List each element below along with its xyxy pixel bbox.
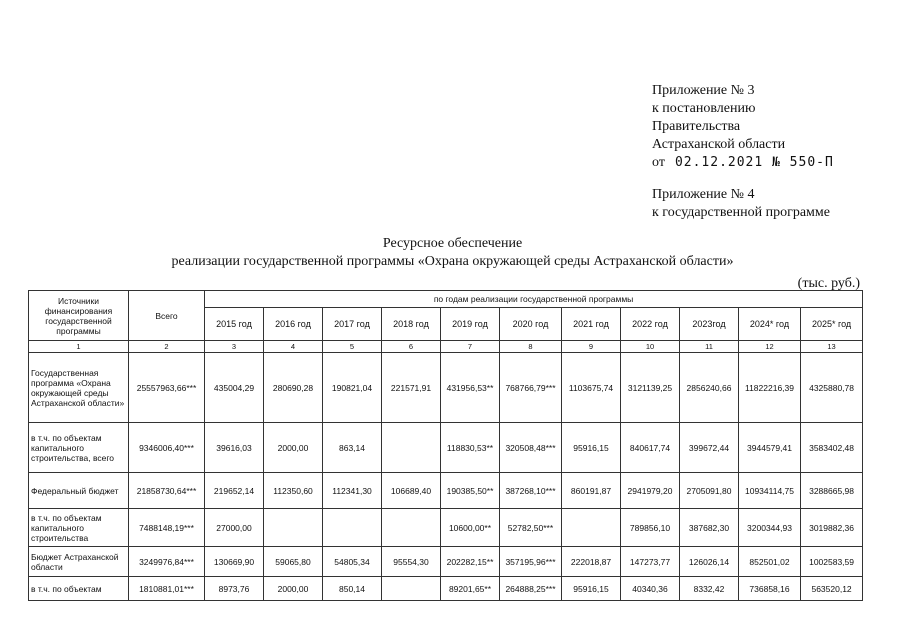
row-total: 21858730,64*** xyxy=(129,473,205,509)
row-year-value: 2856240,66 xyxy=(680,353,739,423)
row-total: 3249976,84*** xyxy=(129,547,205,577)
unit-label: (тыс. руб.) xyxy=(797,276,860,291)
title-line-1: Ресурсное обеспечение xyxy=(382,236,523,251)
row-year-value: 202282,15** xyxy=(441,547,500,577)
row-year-value: 95554,30 xyxy=(382,547,441,577)
table-row xyxy=(29,547,863,577)
header-year: 2020 год xyxy=(500,308,562,341)
row-total: 25557963,66*** xyxy=(129,353,205,423)
row-year-value: 840617,74 xyxy=(621,423,680,473)
row-year-value: 1002583,59 xyxy=(801,547,863,577)
row-year-value: 10934114,75 xyxy=(739,473,801,509)
annex-3-line: Астраханской области xyxy=(652,137,786,152)
row-year-value xyxy=(562,509,621,547)
row-year-value: 126026,14 xyxy=(680,547,739,577)
row-source: в т.ч. по объектам капитального строительства xyxy=(29,509,129,547)
row-year-value: 221571,91 xyxy=(382,353,441,423)
column-number: 6 xyxy=(382,341,441,353)
header-year: 2021 год xyxy=(562,308,621,341)
row-year-value: 3583402,48 xyxy=(801,423,863,473)
row-year-value: 3944579,41 xyxy=(739,423,801,473)
row-year-value: 387268,10*** xyxy=(500,473,562,509)
row-year-value: 3121139,25 xyxy=(621,353,680,423)
column-number: 3 xyxy=(205,341,264,353)
header-year: 2022 год xyxy=(621,308,680,341)
table-row xyxy=(29,577,863,601)
header-total: Всего xyxy=(129,291,205,341)
row-year-value: 435004,29 xyxy=(205,353,264,423)
row-year-value xyxy=(382,423,441,473)
table-row xyxy=(29,509,863,547)
row-source: Бюджет Астраханской области xyxy=(29,547,129,577)
annex-3-line: Приложение № 3 xyxy=(652,83,755,98)
row-year-value: 147273,77 xyxy=(621,547,680,577)
column-number: 8 xyxy=(500,341,562,353)
row-year-value: 8973,76 xyxy=(205,577,264,601)
header-year: 2017 год xyxy=(323,308,382,341)
date-prefix: от xyxy=(652,155,665,170)
column-number: 1 xyxy=(29,341,129,353)
row-year-value: 357195,96*** xyxy=(500,547,562,577)
row-year-value: 95916,15 xyxy=(562,423,621,473)
column-number: 7 xyxy=(441,341,500,353)
row-year-value xyxy=(264,509,323,547)
row-year-value: 860191,87 xyxy=(562,473,621,509)
row-year-value: 10600,00** xyxy=(441,509,500,547)
title-line-2: реализации государственной программы «Охрана окружающей среды Астраханской области» xyxy=(171,254,734,269)
annex-3-date-line xyxy=(652,154,834,172)
table-row xyxy=(29,473,863,509)
resource-table xyxy=(28,290,863,601)
row-year-value: 112341,30 xyxy=(323,473,382,509)
row-year-value: 789856,10 xyxy=(621,509,680,547)
row-year-value: 768766,79*** xyxy=(500,353,562,423)
column-number: 4 xyxy=(264,341,323,353)
annex-3-line: к постановлению xyxy=(652,101,756,116)
row-year-value xyxy=(323,509,382,547)
row-year-value: 2000,00 xyxy=(264,423,323,473)
row-year-value: 431956,53** xyxy=(441,353,500,423)
row-year-value: 280690,28 xyxy=(264,353,323,423)
row-year-value: 3200344,93 xyxy=(739,509,801,547)
row-year-value: 563520,12 xyxy=(801,577,863,601)
row-year-value: 863,14 xyxy=(323,423,382,473)
row-year-value: 95916,15 xyxy=(562,577,621,601)
row-year-value: 2000,00 xyxy=(264,577,323,601)
date-value: 02.12.2021 № 550-П xyxy=(674,155,834,170)
column-number: 12 xyxy=(739,341,801,353)
column-number: 9 xyxy=(562,341,621,353)
header-year: 2019 год xyxy=(441,308,500,341)
header-source: Источники финансирования государственной программы xyxy=(29,291,129,341)
annex-3-line: Правительства xyxy=(652,119,741,134)
row-year-value: 3288665,98 xyxy=(801,473,863,509)
annex-4-line: Приложение № 4 xyxy=(652,187,755,202)
header-year: 2024* год xyxy=(739,308,801,341)
header-year: 2023год xyxy=(680,308,739,341)
row-year-value: 2941979,20 xyxy=(621,473,680,509)
row-year-value: 3019882,36 xyxy=(801,509,863,547)
column-number: 11 xyxy=(680,341,739,353)
row-year-value: 11822216,39 xyxy=(739,353,801,423)
annex-4-line: к государственной программе xyxy=(652,205,830,220)
header-year: 2015 год xyxy=(205,308,264,341)
row-year-value: 852501,02 xyxy=(739,547,801,577)
row-year-value: 39616,03 xyxy=(205,423,264,473)
row-year-value: 222018,87 xyxy=(562,547,621,577)
row-source: в т.ч. по объектам xyxy=(29,577,129,601)
row-source: Государственная программа «Охрана окружающей среды Астраханской области» xyxy=(29,353,129,423)
document-title xyxy=(0,235,905,271)
row-year-value: 190385,50** xyxy=(441,473,500,509)
row-year-value: 112350,60 xyxy=(264,473,323,509)
row-year-value: 190821,04 xyxy=(323,353,382,423)
row-year-value: 8332,42 xyxy=(680,577,739,601)
row-year-value: 106689,40 xyxy=(382,473,441,509)
row-year-value: 1103675,74 xyxy=(562,353,621,423)
row-total: 7488148,19*** xyxy=(129,509,205,547)
row-year-value: 219652,14 xyxy=(205,473,264,509)
row-total: 1810881,01*** xyxy=(129,577,205,601)
row-year-value: 736858,16 xyxy=(739,577,801,601)
header-year: 2025* год xyxy=(801,308,863,341)
header-year: 2016 год xyxy=(264,308,323,341)
row-year-value: 4325880,78 xyxy=(801,353,863,423)
row-year-value: 27000,00 xyxy=(205,509,264,547)
row-year-value: 118830,53** xyxy=(441,423,500,473)
row-source: Федеральный бюджет xyxy=(29,473,129,509)
row-year-value: 2705091,80 xyxy=(680,473,739,509)
header-years-group: по годам реализации государственной программы xyxy=(205,291,863,308)
column-number: 2 xyxy=(129,341,205,353)
annex-4-block xyxy=(652,186,830,222)
row-year-value xyxy=(382,577,441,601)
row-year-value: 40340,36 xyxy=(621,577,680,601)
row-year-value: 399672,44 xyxy=(680,423,739,473)
row-year-value: 264888,25*** xyxy=(500,577,562,601)
row-year-value: 54805,34 xyxy=(323,547,382,577)
annex-3-block xyxy=(652,82,834,172)
row-year-value: 850,14 xyxy=(323,577,382,601)
row-year-value: 89201,65** xyxy=(441,577,500,601)
row-year-value: 52782,50*** xyxy=(500,509,562,547)
table-row xyxy=(29,353,863,423)
row-year-value: 59065,80 xyxy=(264,547,323,577)
row-year-value: 387682,30 xyxy=(680,509,739,547)
table-row xyxy=(29,423,863,473)
column-number: 13 xyxy=(801,341,863,353)
column-number: 5 xyxy=(323,341,382,353)
row-year-value xyxy=(382,509,441,547)
row-source: в т.ч. по объектам капитального строительства, всего xyxy=(29,423,129,473)
row-year-value: 130669,90 xyxy=(205,547,264,577)
row-total: 9346006,40*** xyxy=(129,423,205,473)
column-number: 10 xyxy=(621,341,680,353)
row-year-value: 320508,48*** xyxy=(500,423,562,473)
header-year: 2018 год xyxy=(382,308,441,341)
